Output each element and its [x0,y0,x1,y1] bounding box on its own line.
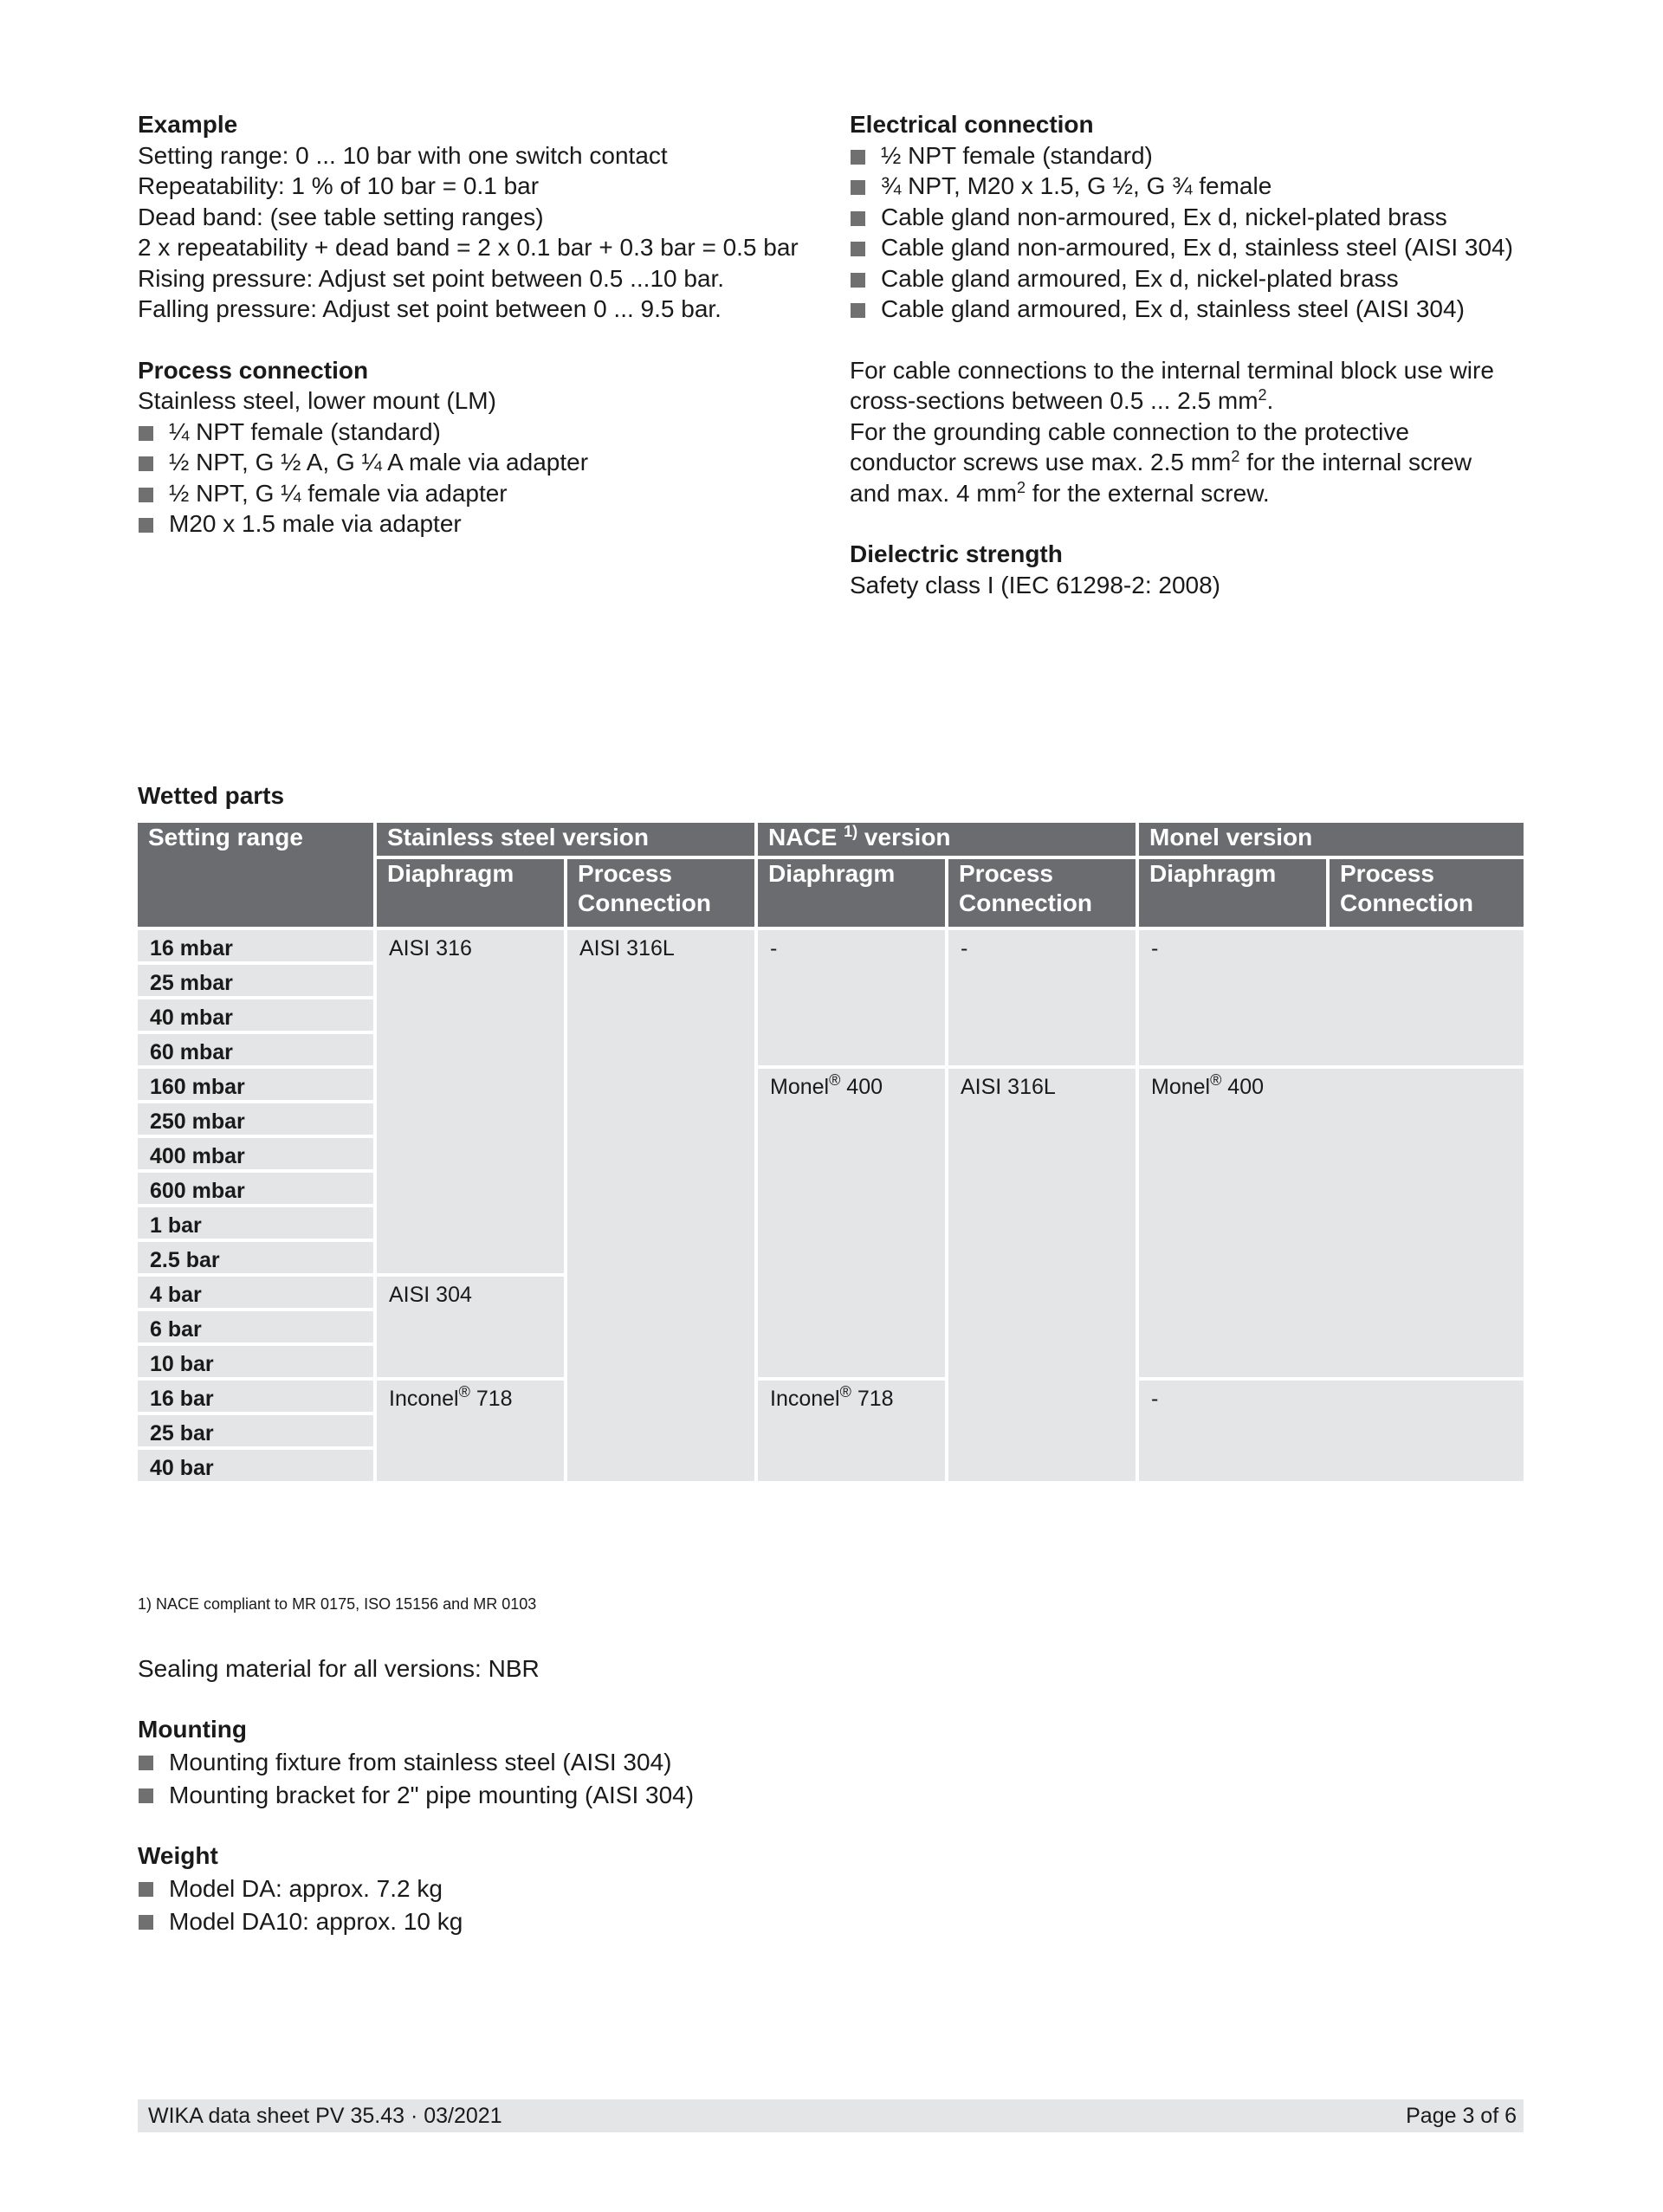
weight-title: Weight [138,1842,218,1869]
list-item: Cable gland non-armoured, Ex d, stainless steel (AISI 304) [850,232,1543,263]
ss-diaphragm-cell [377,1381,567,1484]
nace-diaphragm-cell: - [758,930,948,1069]
list-item: ¾ NPT, M20 x 1.5, G ½, G ¾ female [850,171,1543,202]
monel-number: 400 [1221,1075,1265,1099]
header-process-connection [1330,859,1524,930]
header-process-connection [567,859,758,930]
footer-datasheet-id: WIKA data sheet PV 35.43 · 03/2021 [148,2104,502,2128]
list-item: Mounting fixture from stainless steel (AISI 304) [138,1746,1004,1779]
process-connection-label-2: Connection [1340,889,1473,916]
process-connection-section [138,355,813,540]
header-diaphragm: Diaphragm [1139,859,1330,930]
setting-range-cell: 6 bar [138,1311,377,1346]
ground-text-3: and max. 4 mm [850,479,1017,507]
list-item: ½ NPT, G ¼ female via adapter [138,478,813,509]
registered-mark: ® [839,1383,851,1400]
setting-range-cell: 40 bar [138,1450,377,1484]
ss-process-cell: AISI 316L [567,930,758,1484]
inconel-text: Inconel [389,1387,459,1411]
setting-range-cell: 600 mbar [138,1173,377,1207]
wetted-parts-table [138,823,1524,1484]
header-monel-version: Monel version [1139,823,1524,859]
weight-section [138,1840,1004,1938]
list-item: Mounting bracket for 2" pipe mounting (AISI 304) [138,1779,1004,1812]
list-item: Model DA10: approx. 10 kg [138,1905,1004,1938]
ground-text-2: conductor screws use max. 2.5 mm [850,449,1232,475]
header-diaphragm: Diaphragm [377,859,567,930]
table-row [138,930,1524,965]
header-process-connection [948,859,1139,930]
electrical-connection-section [850,109,1543,325]
example-line: Rising pressure: Adjust set point between 0.5 ...10 bar. [138,264,725,292]
superscript: 2 [1258,386,1267,404]
wire-text-line [850,385,1543,417]
setting-range-cell: 400 mbar [138,1138,377,1173]
table-row [138,1069,1524,1103]
list-item: Model DA: approx. 7.2 kg [138,1872,1004,1905]
header-nace-version [758,823,1139,859]
header-diaphragm: Diaphragm [758,859,948,930]
nace-suffix: version [857,824,951,851]
dielectric-strength-title: Dielectric strength [850,540,1063,567]
wetted-parts-title: Wetted parts [138,782,285,809]
setting-range-cell: 4 bar [138,1277,377,1311]
process-connection-label-2: Connection [578,889,711,916]
inconel-number: 718 [851,1387,894,1411]
left-column [138,109,813,570]
list-item: ½ NPT female (standard) [850,140,1543,171]
process-connection-label-1: Process [959,860,1053,887]
ss-diaphragm-cell: AISI 316 [377,930,567,1277]
sealing-section [138,1653,1004,1685]
nace-prefix: NACE [768,824,844,851]
right-column [850,109,1543,631]
registered-mark: ® [458,1383,470,1400]
monel-diaphragm-cell: - [1139,1381,1524,1484]
list-item: ½ NPT, G ½ A, G ¼ A male via adapter [138,447,813,478]
process-connection-label-1: Process [578,860,672,887]
weight-list [138,1872,1004,1938]
process-connection-label-2: Connection [959,889,1092,916]
bottom-sections [138,1653,1004,1966]
electrical-connection-list [850,140,1543,325]
example-title: Example [138,111,238,138]
registered-mark: ® [829,1071,841,1089]
monel-text: Monel [770,1075,830,1099]
table-row [138,1381,1524,1415]
monel-diaphragm-cell: - [1139,930,1524,1069]
sealing-text: Sealing material for all versions: NBR [138,1655,540,1682]
setting-range-cell: 1 bar [138,1207,377,1242]
setting-range-cell: 16 bar [138,1381,377,1415]
setting-range-cell: 10 bar [138,1346,377,1381]
list-item: Cable gland non-armoured, Ex d, nickel-plated brass [850,202,1543,233]
mounting-section [138,1713,1004,1812]
header-stainless-version: Stainless steel version [377,823,758,859]
page-footer [138,2099,1524,2132]
superscript: 2 [1016,478,1026,496]
setting-range-cell: 160 mbar [138,1069,377,1103]
example-line: 2 x repeatability + dead band = 2 x 0.1 bar + 0.3 bar = 0.5 bar [138,234,799,261]
process-connection-list [138,417,813,540]
list-item: Cable gland armoured, Ex d, stainless steel (AISI 304) [850,294,1543,325]
setting-range-cell: 25 bar [138,1415,377,1450]
setting-range-cell: 40 mbar [138,999,377,1034]
monel-number: 400 [840,1075,883,1099]
dielectric-strength-text: Safety class I (IEC 61298-2: 2008) [850,571,1220,598]
nace-process-cell: - [948,930,1139,1069]
nace-process-cell: AISI 316L [948,1069,1139,1484]
setting-range-cell: 16 mbar [138,930,377,965]
setting-range-cell: 250 mbar [138,1103,377,1138]
ground-text-3-end: for the external screw. [1025,479,1270,507]
setting-range-cell: 60 mbar [138,1034,377,1069]
header-setting-range: Setting range [138,823,377,930]
monel-text: Monel [1151,1075,1211,1099]
table-footnote: 1) NACE compliant to MR 0175, ISO 15156 and MR 0103 [138,1595,537,1613]
mounting-list [138,1746,1004,1812]
footer-page-number: Page 3 of 6 [1406,2104,1517,2128]
wire-cross-section-text [850,355,1543,509]
ground-text-line [850,447,1543,478]
process-connection-intro: Stainless steel, lower mount (LM) [138,387,496,414]
registered-mark: ® [1210,1071,1222,1089]
monel-diaphragm-cell [1139,1069,1524,1381]
list-item: ¼ NPT female (standard) [138,417,813,448]
superscript: 2 [1231,448,1240,465]
ground-text-line: For the grounding cable connection to the protective [850,417,1409,445]
setting-range-cell: 2.5 bar [138,1242,377,1277]
ss-diaphragm-cell: AISI 304 [377,1277,567,1381]
process-connection-title: Process connection [138,356,369,384]
example-line: Dead band: (see table setting ranges) [138,203,544,230]
list-item: Cable gland armoured, Ex d, nickel-plated brass [850,263,1543,294]
example-line: Setting range: 0 ... 10 bar with one switch contact [138,141,668,169]
ground-text-line [850,478,1543,509]
table-header-row [138,823,1524,859]
dielectric-strength-section [850,539,1543,600]
wire-text-line: For cable connections to the internal terminal block use wire [850,356,1494,384]
wire-text-2-end: . [1266,387,1274,414]
inconel-text: Inconel [770,1387,840,1411]
example-line: Repeatability: 1 % of 10 bar = 0.1 bar [138,172,540,199]
wire-text-2: cross-sections between 0.5 ... 2.5 mm [850,387,1259,414]
ground-text-2-end: for the internal screw [1239,449,1472,475]
nace-diaphragm-cell [758,1381,948,1484]
example-section [138,109,813,325]
inconel-number: 718 [469,1387,513,1411]
electrical-connection-title: Electrical connection [850,111,1094,138]
superscript: 1) [844,823,858,840]
setting-range-cell: 25 mbar [138,965,377,999]
nace-diaphragm-cell [758,1069,948,1381]
mounting-title: Mounting [138,1716,247,1743]
list-item: M20 x 1.5 male via adapter [138,508,813,540]
process-connection-label-1: Process [1340,860,1434,887]
example-line: Falling pressure: Adjust set point between 0 ... 9.5 bar. [138,295,721,322]
